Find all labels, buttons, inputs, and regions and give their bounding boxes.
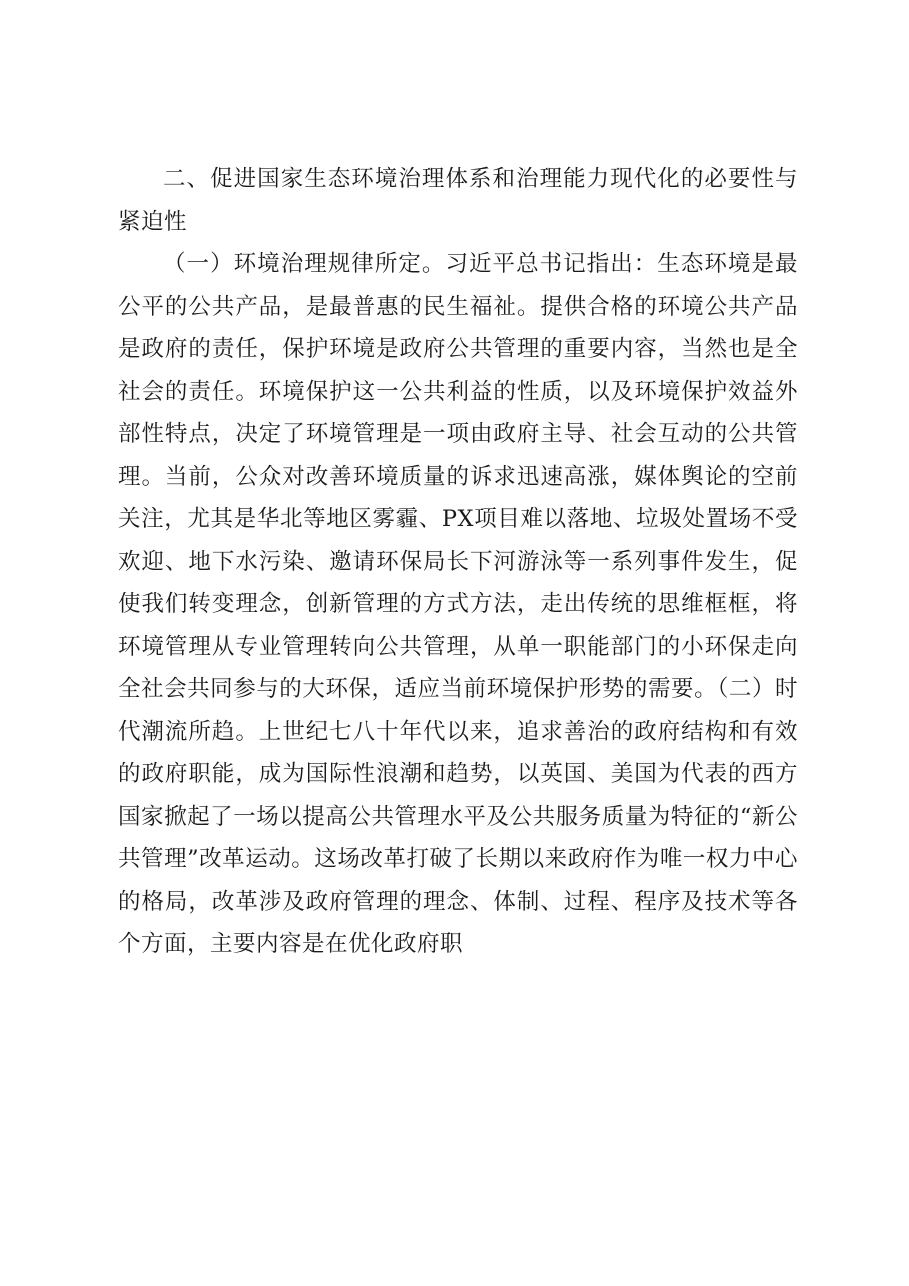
document-body <box>118 158 798 966</box>
section-heading: 二、促进国家生态环境治理体系和治理能力现代化的必要性与紧迫性 <box>118 166 798 235</box>
body-paragraph: （一）环境治理规律所定。习近平总书记指出：生态环境是最公平的公共产品，是最普惠的民生福祉。提供合格的环境公共产品是政府的责任，保护环境是政府公共管理的重要内容，当然也是全社会的责任。环境保护这一公共利益的性质，以及环境保护效益外部性特点，决定了环境管理是一项由政府主导、社会互动的公共管理。当前，公众对改善环境质量的诉求迅速高涨，媒体舆论的空前关注，尤其是华北等地区雾霾、PX项目难以落地、垃圾处置场不受欢迎、地下水污染、邀请环保局长下河游泳等一系列事件发生，促使我们转变理念，创新管理的方式方法，走出传统的思维框框，将环境管理从专业管理转向公共管理，从单一职能部门的小环保走向全社会共同参与的大环保，适应当前环境保护形势的需要。（二）时代潮流所趋。上世纪七八十年代以来，追求善治的政府结构和有效的政府职能，成为国际性浪潮和趋势，以英国、美国为代表的西方国家掀起了一场以提高公共管理水平及公共服务质量为特征的“新公共管理”改革运动。这场改革打破了长期以来政府作为唯一权力中心的格局，改革涉及政府管理的理念、体制、过程、程序及技术等各个方面，主要内容是在优化政府职 <box>118 251 798 957</box>
